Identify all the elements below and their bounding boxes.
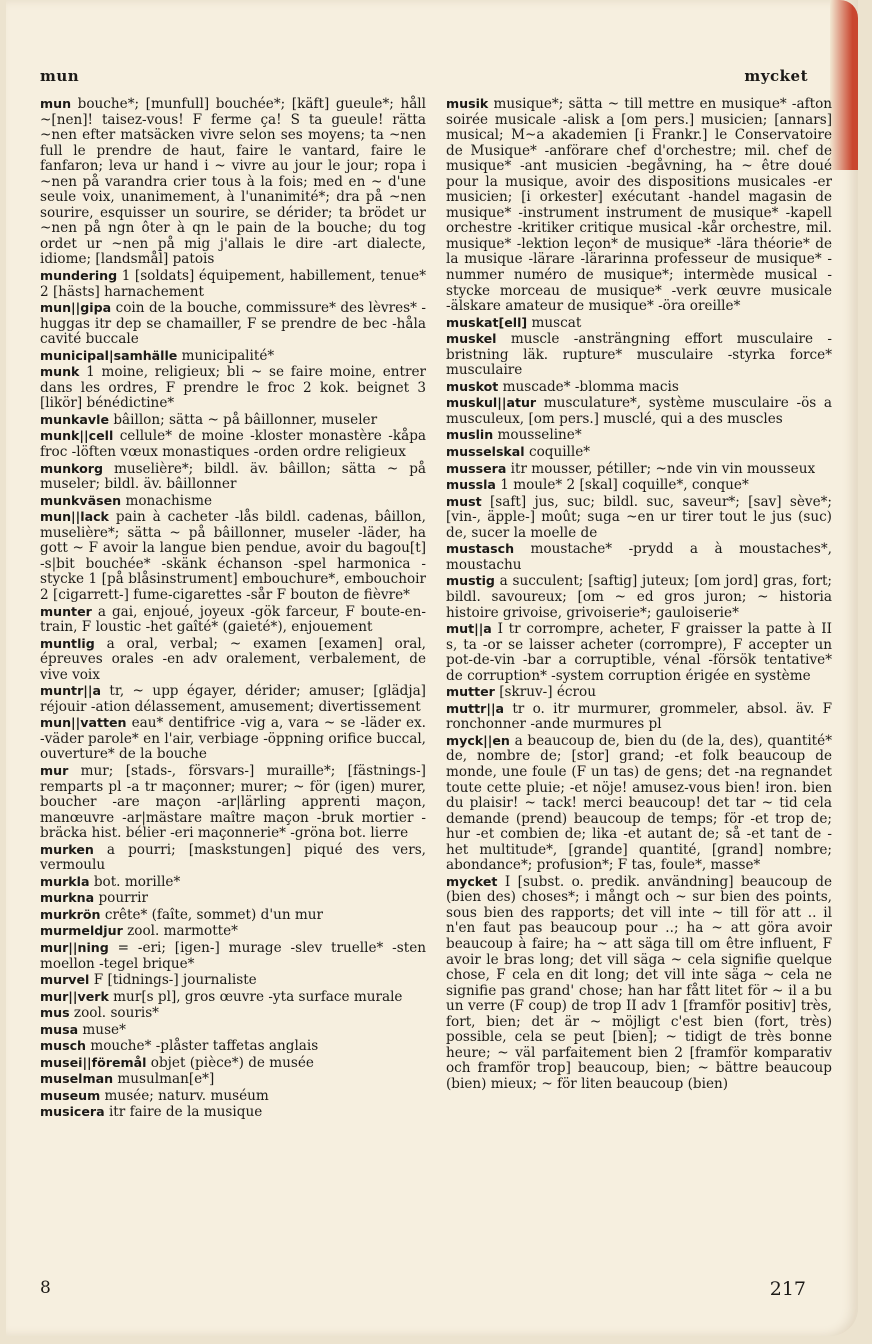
dictionary-entry [446,427,832,444]
entry-headword: mun||vatten [40,715,127,731]
entry-headword: museum [40,1087,101,1103]
entry-definition: muscade* -blomma macis [502,378,679,395]
entry-headword: musicera [40,1104,105,1120]
entry-definition: muse* [82,1021,126,1038]
dictionary-entry [40,907,426,924]
dictionary-entry [446,315,832,332]
entry-headword: mut||a [446,621,492,637]
entry-definition: 1 moine, religieux; bli ~ se faire moine, entrer dans les ordres, F prendre le froc 2 kok. beignet 3 [likör] bénédictine* [40,364,426,412]
entry-definition: bouche*; [munfull] bouchée*; [käft] gueule*; håll ~[nen]! taisez-vous! F ferme ça! S ta gueule! rätta ~nen efter matsäcken vivre selon ses moyens; ta ~nen full le prendre de haut, faire le vantard, faire le fanfaron; leva ur hand i ~ vivre au jour le jour; ropa i ~nen på varandra crier tous à la fois; med en ~ d'une seule voix, unanimement, à l'unanimité*; dra på ~nen sourire, esquisser un sourire, se dérider; ta brödet ur ~nen på ngn ôter à qn le pain de la bouche; du tog ordet ur ~nen på mig j'allais le dire -art dialecte, idiome; [landsmål] patois [40,96,426,268]
dictionary-entry [40,989,426,1006]
entry-definition: tr o. itr murmurer, grommeler, absol. äv. F ronchonner -ande murmures pl [446,700,832,733]
dictionary-entry [40,364,426,412]
dictionary-entry [446,494,832,542]
entry-definition: musée; naturv. muséum [104,1087,269,1104]
entry-definition: musculature*, système musculaire -ös a musculeux, [om pers.] musclé, qui a des muscles [446,395,832,427]
dictionary-entry [446,684,832,701]
dictionary-entry [40,604,426,636]
entry-headword: murken [40,841,94,857]
dictionary-entry [40,493,426,510]
entry-headword: mustasch [446,541,515,557]
entry-definition: 1 moule* 2 [skal] coquille*, conque* [500,477,749,494]
entry-headword: muntr||a [40,683,101,699]
entry-definition: muscat [531,314,582,331]
dictionary-entry [40,509,426,603]
entry-headword: municipal|samhälle [40,347,178,363]
entry-definition: pourrir [98,890,148,907]
dictionary-entry [40,268,426,300]
entry-headword: munk||cell [40,428,114,444]
entry-headword: muttr||a [446,700,505,716]
dictionary-entry [40,763,426,842]
entry-headword: muskul||atur [446,395,537,411]
entry-headword: musch [40,1038,87,1054]
entry-headword: murkna [40,890,95,906]
dictionary-entry [40,940,426,972]
dictionary-entry [40,461,426,493]
entry-headword: musik [446,96,489,111]
entry-headword: munkavle [40,411,109,427]
entry-definition: muselière*; bildl. äv. bâillon; sätta ~ på museler; bildl. äv. bâillonner [40,460,426,493]
entry-definition: tr, ~ upp égayer, dérider; amuser; [glädja] réjouir -ation délassement, amusement; divertissement [40,683,426,715]
dictionary-entry [446,379,832,396]
dictionary-entry [40,1071,426,1088]
entry-headword: muntlig [40,635,95,651]
entry-headword: mundering [40,268,118,284]
dictionary-entry [40,715,426,763]
entry-headword: murkrön [40,906,101,922]
dictionary-entry [446,477,832,494]
entry-headword: muskat[ell] [446,314,528,330]
entry-headword: muskot [446,378,499,394]
entry-headword: mur [40,762,69,778]
dictionary-entry [40,1088,426,1105]
entry-headword: mun [40,96,72,111]
dictionary-entry [40,923,426,940]
dictionary-entry [40,1104,426,1121]
dictionary-entry [40,1038,426,1055]
left-column [40,96,426,1121]
entry-definition: pain à cacheter -lås bildl. cadenas, bâillon, muselière*; sätta ~ på bâillonner, museler -läder, ha gott ~ F avoir la langue bien pendue, avoir du bagou[t] -s|bit bouchée* -skänk échanson -spel harmonica -stycke 1 [på blåsinstrument] embouchure*, embouchoir 2 [cigarrett-] fume-cigarettes -sår F bouton de fièvre* [40,509,426,603]
entry-definition: I [subst. o. predik. användning] beaucoup de (bien des) choses*; i mångt och ~ sur bien des points, sous bien des rapports; det vill inte ~ till för att .. il n'en faut pas beaucoup pour ..; ha ~ att göra avoir beaucoup à faire; ha ~ att säga till om être influent, F avoir le bras long; det vill säga ~ cela signifie quelque chose, F cela en dit long; det vill inte säga ~ cela ne signifie pas grand' chose; han har fått litet för ~ il a bu un verre (F coup) de trop II adv 1 [framför positiv] très, fort, bien; det är ~ möjligt c'est bien (fort, très) possible, cela se peut [bien]; ~ tidigt de très bonne heure; ~ väl parfaitement bien 2 [framför komparativ och framför trop] beaucoup, bien; ~ bättre beaucoup (bien) mieux; ~ för liten beaucoup (bien) [446,873,832,1092]
dictionary-entry [446,96,832,315]
entry-headword: muselman [40,1071,114,1087]
entry-definition: mouche* -plåster taffetas anglais [90,1038,319,1055]
entry-headword: munk [40,364,80,380]
entry-definition: [skruv-] écrou [499,684,596,701]
entry-definition: coin de la bouche, commissure* des lèvres* -huggas itr dep se chamailler, F se prendre de bec -håla cavité buccale [40,300,426,348]
entry-headword: myck||en [446,732,510,748]
dictionary-entry [40,972,426,989]
entry-headword: mus [40,1005,70,1021]
entry-definition: muscle -ansträngning effort musculaire -bristning läk. rupture* musculaire -styrka force* musculaire [446,331,832,379]
entry-definition: objet (pièce*) de musée [150,1054,314,1071]
dictionary-entry [446,331,832,379]
dictionary-entry [40,1022,426,1039]
entry-definition: bâillon; sätta ~ på bâillonner, museler [113,411,378,428]
entry-headword: mycket [446,873,498,889]
entry-definition: musique*; sätta ~ till mettre en musique* -afton soirée musicale -alisk a [om pers.] musicien; [annars] musical; M~a akademien [i Frankr.] le Conservatoire de Musique* -anförare chef d'orchestre; mil. chef de musique* -ant musicien -begåvning, ha ~ être doué pour la musique, avoir des dispositions musicales -er musicien; [i orkester] exécutant -handel magasin de musique* -instrument instrument de musique* -kapell orchestre -kritiker critique musical -kår orchestre, mil. musique* -lektion leçon* de musique* -lära théorie* de la musique -lärare -lärarinna professeur de musique* -nummer numéro de musique*; intermède musical -stycke morceau de musique* -verk œuvre musicale -älskare amateur de musique* -öra oreille* [446,96,833,315]
entry-headword: musa [40,1021,79,1037]
entry-headword: murkla [40,873,90,889]
dictionary-entry [40,96,426,268]
dictionary-entry [446,701,832,733]
entry-definition: mousseline* [497,427,582,444]
entry-headword: murvel [40,972,90,988]
entry-definition: monachisme [125,492,213,509]
entry-headword: musselskal [446,444,525,460]
entry-headword: mun||lack [40,509,109,525]
entry-definition: itr mousser, pétiller; ~nde vin vin mousseux [510,460,816,477]
dictionary-entry [446,541,832,573]
entry-headword: mustig [446,573,495,589]
entry-headword: mur||verk [40,988,109,1004]
dictionary-page [6,0,858,1336]
dictionary-entry [40,348,426,365]
page-corner-tab [830,0,858,170]
dictionary-entry [40,874,426,891]
entry-definition: [saft] jus, suc; bildl. suc, saveur*; [sav] sève*; [vin-, äpple-] moût; suga ~en ur tirer tout le jus (suc) de, sucer la moelle de [446,493,832,541]
entry-definition: zool. marmotte* [127,923,238,940]
entry-definition: eau* dentifrice -vig a, vara ~ se -läder ex. -väder parole* en l'air, verbiage -öppning orifice buccal, ouverture* de la bouche [40,715,426,763]
page-number-left: 8 [40,1278,51,1298]
dictionary-entry [40,412,426,429]
entry-headword: muslin [446,427,494,443]
dictionary-entry [40,1055,426,1072]
dictionary-entry [40,1005,426,1022]
entry-headword: mutter [446,684,495,700]
entry-headword: mussera [446,460,507,476]
dictionary-entry [40,428,426,460]
entry-headword: munter [40,603,92,619]
entry-headword: mun||gipa [40,300,112,316]
dictionary-entry [40,636,426,684]
right-column [446,96,832,1092]
dictionary-entry [40,683,426,715]
entry-definition: I tr corrompre, acheter, F graisser la patte à II s, ta -or se laisser acheter (corrompre), F accepter un pot-de-vin -bar a corruptible, vénal -försök tentative* de corruption* -system corruption érigée en système [446,621,833,684]
entry-definition: crête* (faîte, sommet) d'un mur [104,906,324,923]
dictionary-entry [446,461,832,478]
dictionary-entry [40,300,426,348]
dictionary-entry [40,842,426,874]
entry-definition: a pourri; [maskstungen] piqué des vers, vermoulu [40,841,426,874]
entry-headword: mur||ning [40,939,109,955]
dictionary-entry [446,733,832,874]
entry-definition: musulman[e*] [117,1071,215,1088]
entry-headword: must [446,493,482,509]
entry-definition: itr faire de la musique [108,1104,263,1121]
page-number-right: 217 [769,1278,806,1300]
entry-definition: a beaucoup de, bien du (de la, des), quantité* de, nombre de; [stor] grand; -et folk beaucoup de monde, une foule (F un tas) de gens; det -na regnandet toute cette pluie; -et nöje! amusez-vous bien! iron. bien du plaisir! ~ tack! merci beaucoup! det tar ~ tid cela demande (prend) beaucoup de temps; för -et trop de; hur -et combien de; lika -et autant de; så -et tant de -het multitude*, [grande] quantité, [grand] nombre; abondance*; profusion*; F tas, foule*, masse* [446,732,832,874]
dictionary-entry [446,621,832,684]
entry-definition: a oral, verbal; ~ examen [examen] oral, épreuves orales -en adv oralement, verbalement, de vive voix [40,635,427,683]
dictionary-entry [446,874,832,1093]
entry-definition: = -eri; [igen-] murage -slev truelle* -sten moellon -tegel brique* [40,939,426,972]
entry-definition: moustache* -prydd a à moustaches*, moustachu [446,541,832,573]
entry-headword: musei||föremål [40,1054,147,1070]
entry-definition: zool. souris* [73,1005,159,1022]
dictionary-entry [40,890,426,907]
dictionary-entry [446,444,832,461]
entry-definition: mur[s pl], gros œuvre -yta surface murale [113,988,403,1005]
entry-headword: munkväsen [40,492,122,508]
dictionary-entry [446,395,832,427]
running-head-left: mun [40,67,80,85]
entry-definition: mur; [stads-, försvars-] muraille*; [fästnings-] remparts pl -a tr maçonner; murer; ~ för (igen) murer, boucher -are maçon -ar|lärling apprenti maçon, manœuvre -ar|mästare maître maçon -bruk mortier -bräcka hist. bélier -eri maçonnerie* -gröna bot. lierre [40,762,426,842]
entry-headword: munkorg [40,460,103,476]
entry-definition: municipalité* [181,347,275,364]
entry-definition: a succulent; [saftig] juteux; [om jord] gras, fort; bildl. savoureux; [om ~ ed gros juron; ~ historia histoire grivoise, grivoiserie*; gauloiserie* [446,573,832,621]
entry-definition: cellule* de moine -kloster monastère -kåpa froc -löften vœux monastiques -orden ordre religieux [40,428,426,461]
entry-headword: muskel [446,331,497,347]
dictionary-entry [446,573,832,621]
entry-definition: bot. morille* [93,873,181,890]
entry-definition: a gai, enjoué, joyeux -gök farceur, F boute-en-train, F loustic -het gaîté* (gaieté*), enjouement [40,603,426,636]
entry-definition: F [tidnings-] journaliste [93,972,257,989]
running-head-right: mycket [744,67,808,85]
entry-headword: murmeldjur [40,923,123,939]
entry-definition: coquille* [528,444,591,461]
entry-headword: mussla [446,477,496,493]
entry-definition: 1 [soldats] équipement, habillement, tenue* 2 [hästs] harnachement [40,268,426,300]
